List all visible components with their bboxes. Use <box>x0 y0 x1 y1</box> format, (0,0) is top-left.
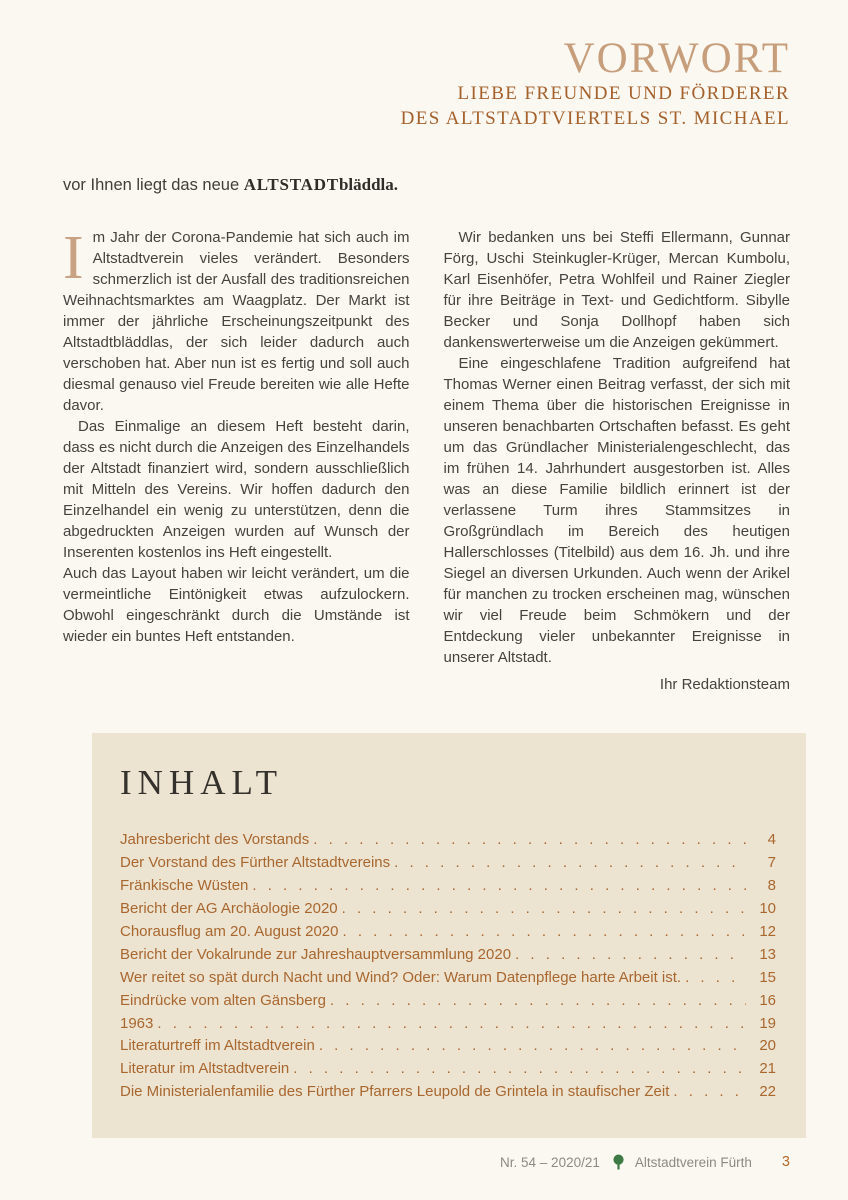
toc-entry-label: Bericht der AG Archäologie 2020 <box>120 900 338 918</box>
toc-entry <box>120 1058 776 1081</box>
toc-entry <box>120 1081 776 1104</box>
left-column <box>63 224 410 693</box>
body-columns <box>63 224 790 694</box>
toc-entry <box>120 967 776 990</box>
toc-entry-label: Literaturtreff im Altstadtverein <box>120 1037 315 1055</box>
toc-dot-leader <box>685 967 746 990</box>
toc-entry-page: 12 <box>759 922 776 940</box>
toc-title: INHALT <box>120 763 284 803</box>
toc-entry-label: Bericht der Vokalrunde zur Jahreshauptversammlung 2020 <box>120 945 512 963</box>
intro-prefix: vor Ihnen liegt das neue <box>63 176 244 195</box>
toc-entry-label: 1963 <box>120 1014 154 1032</box>
toc-dot-leader <box>252 875 746 898</box>
page-header <box>0 0 848 131</box>
toc-dot-leader <box>319 1035 746 1058</box>
toc-dot-leader <box>394 852 746 875</box>
toc-entry-page: 8 <box>767 877 776 895</box>
intro-highlight-caps: ALTSTADT <box>243 175 339 195</box>
toc-entry-label: Wer reitet so spät durch Nacht und Wind? Oder: Warum Datenpflege harte Arbeit ist. <box>120 968 682 986</box>
paragraph: Wir bedanken uns bei Steffi Ellermann, Gunnar Förg, Uschi Steinkugler-Krüger, Mercan Kumbolu, Karl Eisenhöfer, Petra Wohlfeil und Rainer Ziegler für ihre Beiträge in Text- und Gedichtform. Sibylle Becker und Sonja Dollhopf haben sich dankenswerterweise um die Anzeigen gekümmert. <box>443 229 790 352</box>
table-of-contents <box>92 733 806 1138</box>
paragraph: Das Einmalige an diesem Heft besteht darin, dass es nicht durch die Anzeigen des Einzelhandels der Altstadt finanziert wird, sondern ausschließlich mit Mitteln des Vereins. Wir hoffen dadurch den Einzelhandel ein wenig zu unterstützen, denn die abgedruckten Anzeigen wurden auf Wunsch der Inserenten kostenlos ins Heft eingestellt. <box>63 418 410 562</box>
intro-line <box>63 175 790 195</box>
toc-entry <box>120 990 776 1013</box>
toc-entry <box>120 1013 776 1036</box>
issue-number: Nr. 54 – 2020/21 <box>500 1154 600 1170</box>
toc-entry <box>120 829 776 852</box>
paragraph <box>63 224 410 416</box>
toc-entry-page: 19 <box>759 1014 776 1032</box>
toc-entry-label: Eindrücke vom alten Gänsberg <box>120 991 326 1009</box>
dropcap-letter: I <box>63 224 84 293</box>
toc-dot-leader <box>157 1013 746 1036</box>
page-subtitle-line1: LIEBE FREUNDE UND FÖRDERER <box>457 83 790 105</box>
paragraph: Eine eingeschlafene Tradition aufgreifend hat Thomas Werner einen Beitrag verfasst, der sich mit einem Thema über die historischen Ereignisse in unseren benachbarten Ortschaften befasst. Es geht um das Gründlacher Ministerialengeschlecht, das im frühen 14. Jahrhundert ausgestorben ist. Alles was an diese Familie bildlich erinnert ist der verlassene Turm ihres Stammsitzes in Großgründlach im Bereich des heutigen Hallerschlosses (Titelbild) aus dem 16. Jh. und ihre Siegel an diversen Urkunden. Auch wenn der Arikel für manchen zu trocken erscheinen mag, wünschen wir viel Freude beim Schmökern und der Entdeckung vieler unbekannter Ereignisse in unserer Altstadt. <box>443 355 790 667</box>
toc-entry-page: 20 <box>759 1037 776 1055</box>
toc-entry-page: 16 <box>759 991 776 1009</box>
paragraph-text: m Jahr der Corona-Pandemie hat sich auch im Altstadtverein vieles verändert. Besonders schmerzlich ist der Ausfall des traditionsreichen Weihnachtsmarktes am Waagplatz. Der Markt ist immer der jährliche Erscheinungszeitpunkt des Altstadtbläddlas, der sich leider dadurch auch verschoben hat. Aber nun ist es fertig und soll auch diesmal genauso viel Freude bereiten wie alle Hefte davor. <box>63 229 410 415</box>
paragraph: Auch das Layout haben wir leicht verändert, um die vermeintliche Eintönigkeit etwas aufzulockern. Obwohl eingeschränkt durch die Umstände ist wieder ein buntes Heft entstanden. <box>63 565 410 646</box>
toc-entry <box>120 1035 776 1058</box>
toc-entry <box>120 898 776 921</box>
toc-entry-page: 21 <box>759 1060 776 1078</box>
toc-entry-page: 7 <box>767 854 776 872</box>
page-number: 3 <box>781 1154 790 1170</box>
intro-highlight-rest: bläddla. <box>338 175 398 195</box>
toc-dot-leader <box>673 1081 746 1104</box>
toc-entry-page: 4 <box>767 831 776 849</box>
page-title: VORWORT <box>563 35 790 82</box>
signoff: Ihr Redaktionsteam <box>659 676 790 694</box>
toc-entry-page: 15 <box>759 968 776 986</box>
toc-dot-leader <box>342 921 746 944</box>
page-footer <box>500 1154 790 1170</box>
right-column <box>444 227 791 693</box>
toc-entry <box>120 852 776 875</box>
toc-entry <box>120 875 776 898</box>
tree-icon <box>612 1154 625 1170</box>
toc-dot-leader <box>293 1058 746 1081</box>
toc-entry-label: Chorausflug am 20. August 2020 <box>120 922 339 940</box>
toc-entry-label: Literatur im Altstadtverein <box>120 1060 290 1078</box>
toc-dot-leader <box>313 829 746 852</box>
toc-entry <box>120 921 776 944</box>
toc-entry-label: Die Ministerialenfamilie des Fürther Pfarrers Leupold de Grintela in staufischer Zeit <box>120 1083 670 1101</box>
toc-entry-page: 22 <box>759 1083 776 1101</box>
toc-entry-page: 10 <box>759 900 776 918</box>
toc-entry-page: 13 <box>759 945 776 963</box>
toc-dot-leader <box>330 990 746 1013</box>
toc-dot-leader <box>342 898 746 921</box>
toc-entry-label: Jahresbericht des Vorstands <box>120 831 310 849</box>
toc-entry <box>120 944 776 967</box>
brand-name: Altstadtverein Fürth <box>634 1154 752 1170</box>
toc-dot-leader <box>515 944 746 967</box>
toc-entry-label: Fränkische Wüsten <box>120 877 249 895</box>
page-subtitle-line2: DES ALTSTADTVIERTELS ST. MICHAEL <box>400 108 790 130</box>
toc-entry-label: Der Vorstand des Fürther Altstadtvereins <box>120 854 391 872</box>
